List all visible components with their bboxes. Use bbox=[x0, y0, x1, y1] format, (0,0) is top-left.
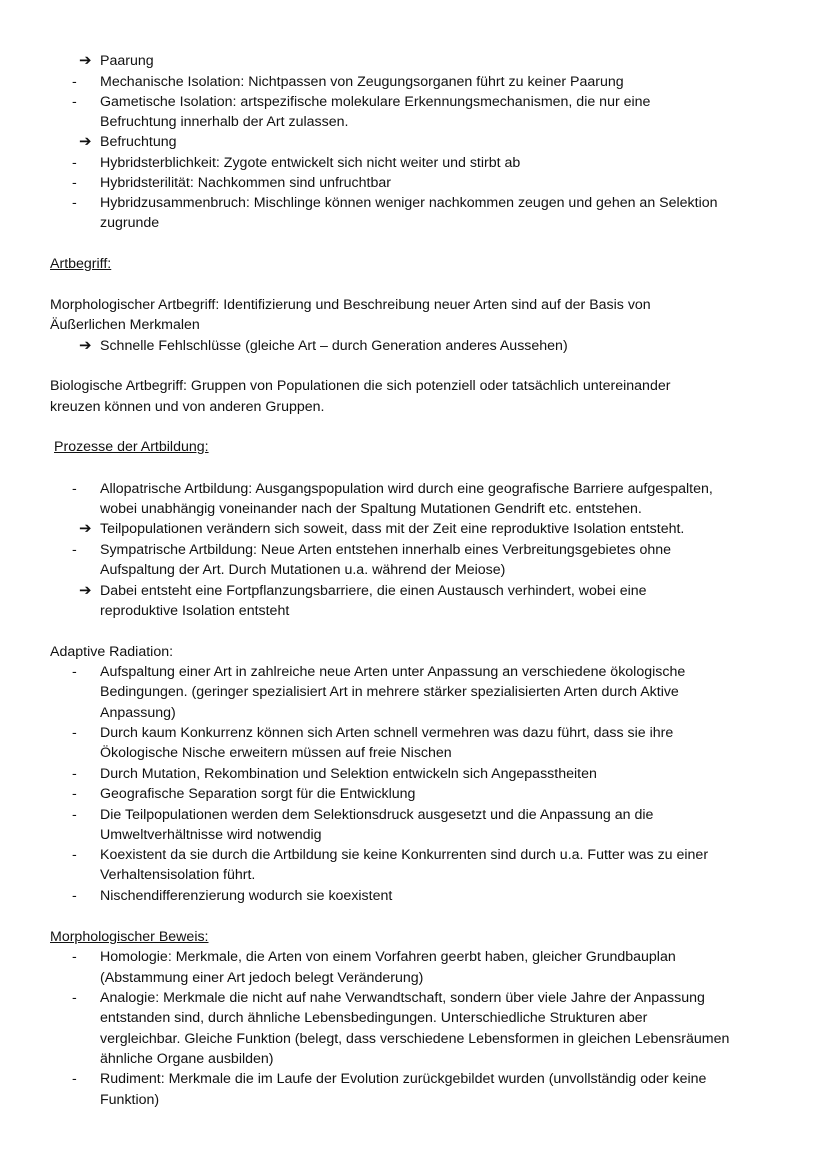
bullet-dash: - bbox=[72, 195, 77, 211]
list-item: Schnelle Fehlschlüsse (gleiche Art – durch Generation anderes Aussehen) bbox=[100, 338, 568, 354]
bullet-dash: - bbox=[72, 949, 77, 965]
bullet-dash: - bbox=[72, 74, 77, 90]
list-item-continuation: Funktion) bbox=[100, 1092, 160, 1108]
list-item: Paarung bbox=[100, 53, 154, 69]
list-item: Hybridsterblichkeit: Zygote entwickelt sich nicht weiter und stirbt ab bbox=[100, 155, 521, 171]
arrow-icon: ➔ bbox=[79, 582, 92, 599]
list-item: Hybridsterilität: Nachkommen sind unfruchtbar bbox=[100, 175, 391, 191]
bullet-dash: - bbox=[72, 542, 77, 558]
section-heading: Prozesse der Artbildung: bbox=[54, 439, 209, 455]
bullet-dash: - bbox=[72, 990, 77, 1006]
list-item: Rudiment: Merkmale die im Laufe der Evolution zurückgebildet wurden (unvollständig oder keine bbox=[100, 1071, 707, 1087]
arrow-icon: ➔ bbox=[79, 520, 92, 537]
list-item-continuation: Aufspaltung der Art. Durch Mutationen u.a. während der Meiose) bbox=[100, 562, 506, 578]
section-heading: Adaptive Radiation: bbox=[50, 644, 174, 660]
list-item: Durch kaum Konkurrenz können sich Arten schnell vermehren was dazu führt, dass sie ihre bbox=[100, 725, 674, 741]
list-item-continuation: Befruchtung innerhalb der Art zulassen. bbox=[100, 114, 349, 130]
list-item: Die Teilpopulationen werden dem Selektionsdruck ausgesetzt und die Anpassung an die bbox=[100, 807, 654, 823]
list-item: Befruchtung bbox=[100, 134, 177, 150]
bullet-dash: - bbox=[72, 664, 77, 680]
bullet-dash: - bbox=[72, 888, 77, 904]
bullet-dash: - bbox=[72, 175, 77, 191]
list-item-continuation: wobei unabhängig voneinander nach der Spaltung Mutationen Gendrift etc. entstehen. bbox=[100, 501, 642, 517]
paragraph-line: Biologische Artbegriff: Gruppen von Populationen die sich potenziell oder tatsächlich untereinander bbox=[50, 378, 671, 394]
bullet-dash: - bbox=[72, 847, 77, 863]
list-item: Nischendifferenzierung wodurch sie koexistent bbox=[100, 888, 393, 904]
list-item-continuation: Anpassung) bbox=[100, 705, 176, 721]
list-item-continuation: Ökologische Nische erweitern müssen auf freie Nischen bbox=[100, 745, 452, 761]
list-item: Mechanische Isolation: Nichtpassen von Zeugungsorganen führt zu keiner Paarung bbox=[100, 74, 624, 90]
bullet-dash: - bbox=[72, 807, 77, 823]
list-item-continuation: entstanden sind, durch ähnliche Lebensbedingungen. Unterschiedliche Strukturen aber bbox=[100, 1010, 648, 1026]
bullet-dash: - bbox=[72, 481, 77, 497]
arrow-icon: ➔ bbox=[79, 133, 92, 150]
list-item: Homologie: Merkmale, die Arten von einem Vorfahren geerbt haben, gleicher Grundbauplan bbox=[100, 949, 676, 965]
list-item: Geografische Separation sorgt für die Entwicklung bbox=[100, 786, 416, 802]
bullet-dash: - bbox=[72, 786, 77, 802]
list-item-continuation: (Abstammung einer Art jedoch belegt Veränderung) bbox=[100, 970, 424, 986]
list-item: Teilpopulationen verändern sich soweit, dass mit der Zeit eine reproduktive Isolation entsteht. bbox=[100, 521, 685, 537]
list-item-continuation: zugrunde bbox=[100, 215, 160, 231]
list-item-continuation: Verhaltensisolation führt. bbox=[100, 867, 256, 883]
bullet-dash: - bbox=[72, 1071, 77, 1087]
list-item-continuation: vergleichbar. Gleiche Funktion (belegt, dass verschiedene Lebensformen in gleichen Lebensräumen bbox=[100, 1031, 730, 1047]
list-item: Hybridzusammenbruch: Mischlinge können weniger nachkommen zeugen und gehen an Selektion bbox=[100, 195, 718, 211]
list-item: Analogie: Merkmale die nicht auf nahe Verwandtschaft, sondern über viele Jahre der Anpassung bbox=[100, 990, 705, 1006]
paragraph-line: Äußerlichen Merkmalen bbox=[50, 317, 200, 333]
arrow-icon: ➔ bbox=[79, 337, 92, 354]
list-item: Koexistent da sie durch die Artbildung sie keine Konkurrenten sind durch u.a. Futter was zu einer bbox=[100, 847, 709, 863]
list-item-continuation: Bedingungen. (geringer spezialisiert Art in mehrere stärker spezialisierten Arten durch Aktive bbox=[100, 684, 679, 700]
list-item: Sympatrische Artbildung: Neue Arten entstehen innerhalb eines Verbreitungsgebietes ohne bbox=[100, 542, 672, 558]
list-item: Dabei entsteht eine Fortpflanzungsbarriere, die einen Austausch verhindert, wobei eine bbox=[100, 583, 647, 599]
bullet-dash: - bbox=[72, 155, 77, 171]
arrow-icon: ➔ bbox=[79, 52, 92, 69]
list-item: Aufspaltung einer Art in zahlreiche neue Arten unter Anpassung an verschiedene ökologische bbox=[100, 664, 686, 680]
section-heading: Artbegriff: bbox=[50, 256, 112, 272]
list-item-continuation: Umweltverhältnisse wird notwendig bbox=[100, 827, 322, 843]
list-item: Gametische Isolation: artspezifische molekulare Erkennungsmechanismen, die nur eine bbox=[100, 94, 651, 110]
paragraph-line: kreuzen können und von anderen Gruppen. bbox=[50, 399, 325, 415]
bullet-dash: - bbox=[72, 766, 77, 782]
list-item: Allopatrische Artbildung: Ausgangspopulation wird durch eine geografische Barriere aufgespalten, bbox=[100, 481, 713, 497]
list-item: Durch Mutation, Rekombination und Selektion entwickeln sich Angepasstheiten bbox=[100, 766, 597, 782]
paragraph-line: Morphologischer Artbegriff: Identifizierung und Beschreibung neuer Arten sind auf der Basis von bbox=[50, 297, 651, 313]
bullet-dash: - bbox=[72, 725, 77, 741]
bullet-dash: - bbox=[72, 94, 77, 110]
list-item-continuation: reproduktive Isolation entsteht bbox=[100, 603, 290, 619]
list-item-continuation: ähnliche Organe ausbilden) bbox=[100, 1051, 274, 1067]
section-heading: Morphologischer Beweis: bbox=[50, 929, 209, 945]
